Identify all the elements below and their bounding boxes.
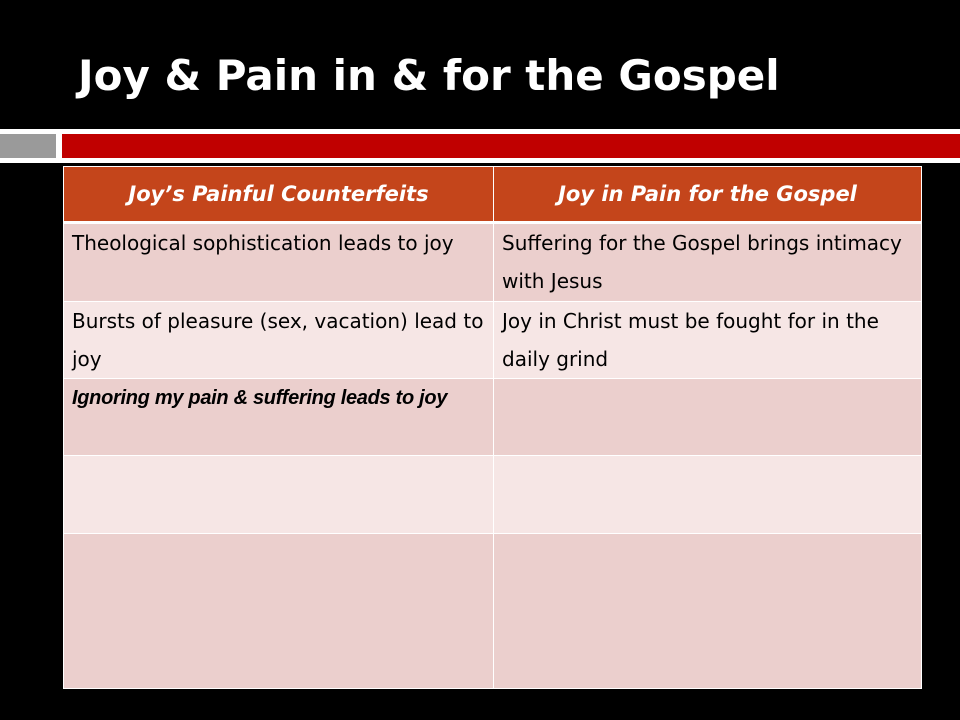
table-cell: Theological sophistication leads to joy: [64, 223, 494, 302]
table-cell: [64, 534, 494, 689]
table-cell: [494, 379, 922, 456]
comparison-table-container: [63, 166, 921, 684]
divider-red-accent: [62, 134, 960, 158]
table-cell: [494, 456, 922, 534]
table-cell: Suffering for the Gospel brings intimacy with Jesus: [494, 223, 922, 302]
table-row: [64, 534, 922, 689]
slide-title: Joy & Pain in & for the Gospel: [78, 51, 780, 100]
comparison-table: [63, 166, 922, 689]
table-row: [64, 302, 922, 379]
table-cell: Bursts of pleasure (sex, vacation) lead to joy: [64, 302, 494, 379]
table-cell: Joy in Christ must be fought for in the daily grind: [494, 302, 922, 379]
table-row: [64, 223, 922, 302]
table-row: [64, 379, 922, 456]
divider-gray-accent: [0, 134, 56, 158]
table-cell: [64, 456, 494, 534]
header-joy-in-pain: Joy in Pain for the Gospel: [494, 167, 922, 223]
table-cell: [494, 534, 922, 689]
table-row: [64, 456, 922, 534]
header-counterfeits: Joy’s Painful Counterfeits: [64, 167, 494, 223]
table-cell-emphasized: Ignoring my pain & suffering leads to joy: [64, 379, 494, 456]
table-header-row: [64, 167, 922, 223]
